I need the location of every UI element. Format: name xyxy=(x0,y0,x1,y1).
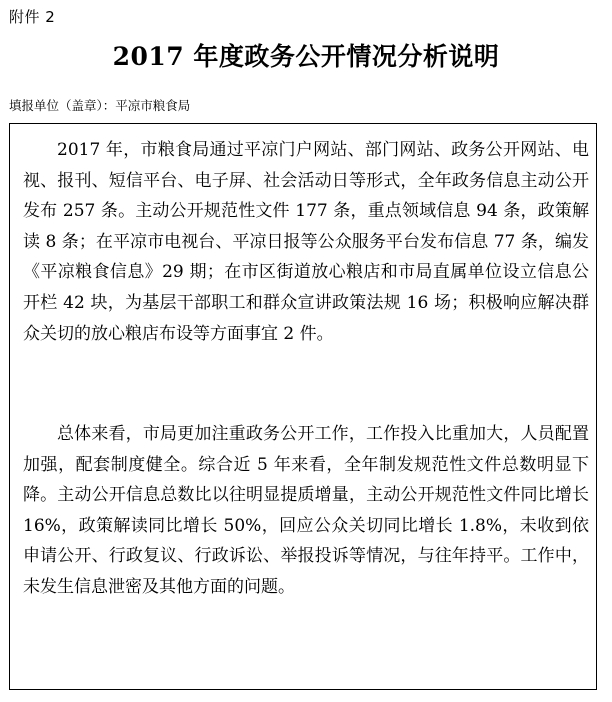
paragraph-analysis: 总体来看，市局更加注重政务公开工作，工作投入比重加大，人员配置加强，配套制度健全。综合近 5 年来看，全年制发规范性文件总数明显下降。主动公开信息总数比以往明显提质增量，主动公开规范性文件同比增长 16%，政策解读同比增长 50%，回应公众关切同比增长 1.8%，未收到依申请公开、行政复议、行政诉讼、举报投诉等情况，与往年持平。工作中，未发生信息泄密及其他方面的问题。 xyxy=(23,424,589,597)
paragraph-summary: 2017 年，市粮食局通过平凉门户网站、部门网站、政务公开网站、电视、报刊、短信平台、电子屏、社会活动日等形式，全年政务信息主动公开发布 257 条。主动公开规范性文件 177 条，重点领域信息 94 条，政策解读 8 条；在平凉市电视台、平凉日报等公众服务平台发布信息 77 条，编发《平凉粮食信息》29 期；在市区街道放心粮店和市局直属单位设立信息公开栏 42 块，为基层干部职工和群众宣讲政策法规 16 场；积极响应解决群众关切的放心粮店布设等方面事宜 2 件。 xyxy=(23,140,589,344)
content-box xyxy=(9,123,597,690)
attachment-label: 附件 2 xyxy=(9,8,56,26)
document-title: 2017 年度政务公开情况分析说明 xyxy=(112,42,500,71)
reporting-unit: 填报单位（盖章）：平凉市粮食局 xyxy=(9,98,191,113)
